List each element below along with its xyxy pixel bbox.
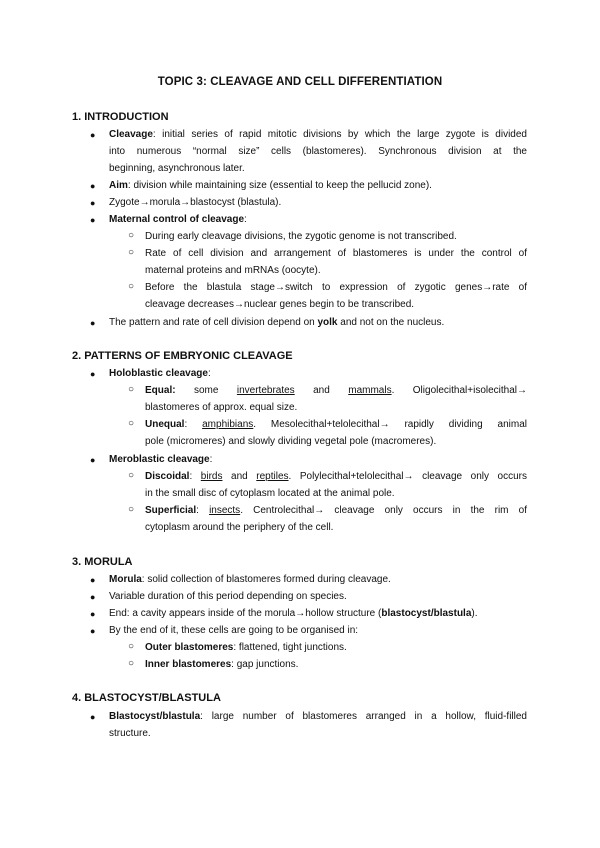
yolk-item: The pattern and rate of cell division depend on yolk and not on the nucleus.	[109, 317, 445, 328]
outer-blastomeres-item: Outer blastomeres: flattened, tight junctions.	[145, 642, 347, 653]
unequal-line-2: pole (micromeres) and slowly dividing vegetal pole (macromeres).	[145, 436, 437, 447]
cleavage-def-line-2: into numerous “normal size” cells (blastomeres). Synchronous division at the	[109, 146, 527, 157]
sub-bullet-icon: ○	[128, 418, 135, 429]
equal-line-2: blastomeres of approx. equal size.	[145, 402, 298, 413]
maternal-sub-1: During early cleavage divisions, the zygotic genome is not transcribed.	[145, 231, 457, 242]
superficial-line-1: Superficial: insects. Centrolecithal→ cleavage only occurs in the rim of	[145, 505, 527, 516]
superficial-line-2: cytoplasm around the periphery of the cell.	[145, 522, 334, 533]
zygote-item: Zygote→morula→blastocyst (blastula).	[109, 197, 282, 208]
bullet-icon: ●	[90, 712, 96, 722]
section-1-heading: 1. INTRODUCTION	[72, 111, 169, 123]
section-3-heading: 3. MORULA	[72, 556, 133, 568]
sub-bullet-icon: ○	[128, 247, 135, 258]
bullet-icon: ●	[90, 369, 96, 379]
holoblastic-item: Holoblastic cleavage:	[109, 368, 211, 379]
bullet-icon: ●	[90, 198, 96, 208]
bullet-icon: ●	[90, 181, 96, 191]
bullet-icon: ●	[90, 592, 96, 602]
sub-bullet-icon: ○	[128, 641, 135, 652]
aim-item: Aim: division while maintaining size (essential to keep the pellucid zone).	[109, 180, 432, 191]
section-4-heading: 4. BLASTOCYST/BLASTULA	[72, 692, 221, 704]
maternal-sub-2-line-2: maternal proteins and mRNAs (oocyte).	[145, 265, 321, 276]
cleavage-def-line-3: beginning, asynchronous later.	[109, 163, 245, 174]
sub-bullet-icon: ○	[128, 504, 135, 515]
blastocyst-line-1: Blastocyst/blastula: large number of blastomeres arranged in a hollow, fluid-filled	[109, 711, 527, 722]
discoidal-line-1: Discoidal: birds and reptiles. Polylecithal+telolecithal→ cleavage only occurs	[145, 471, 528, 482]
morula-item: Morula: solid collection of blastomeres formed during cleavage.	[109, 574, 391, 585]
discoidal-line-2: in the small disc of cytoplasm located at the animal pole.	[145, 488, 395, 499]
page-title: TOPIC 3: CLEAVAGE AND CELL DIFFERENTIATION	[157, 76, 443, 88]
sub-bullet-icon: ○	[128, 230, 135, 241]
inner-blastomeres-item: Inner blastomeres: gap junctions.	[145, 659, 299, 670]
bullet-icon: ●	[90, 130, 96, 140]
maternal-sub-2-line-1: Rate of cell division and arrangement of blastomeres is under the control of	[145, 248, 527, 259]
bullet-icon: ●	[90, 455, 96, 465]
maternal-control-item: Maternal control of cleavage:	[109, 214, 247, 225]
unequal-line-1: Unequal: amphibians. Mesolecithal+telolecithal→ rapidly dividing animal	[145, 419, 528, 430]
blastocyst-line-2: structure.	[109, 728, 151, 739]
maternal-sub-3-line-1: Before the blastula stage→switch to expression of zygotic genes→rate of	[145, 282, 527, 293]
bullet-icon: ●	[90, 575, 96, 585]
maternal-sub-3-line-2: cleavage decreases→nuclear genes begin to be transcribed.	[145, 299, 415, 310]
bullet-icon: ●	[90, 318, 96, 328]
section-2-heading: 2. PATTERNS OF EMBRYONIC CLEAVAGE	[72, 350, 293, 362]
end-item: End: a cavity appears inside of the morula→hollow structure (blastocyst/blastula).	[109, 608, 478, 619]
sub-bullet-icon: ○	[128, 470, 135, 481]
sub-bullet-icon: ○	[128, 281, 135, 292]
variable-item: Variable duration of this period depending on species.	[109, 591, 347, 602]
bullet-icon: ●	[90, 609, 96, 619]
sub-bullet-icon: ○	[128, 384, 135, 395]
bullet-icon: ●	[90, 215, 96, 225]
equal-line-1: Equal: some invertebrates and mammals. Oligolecithal+isolecithal→	[145, 385, 528, 396]
meroblastic-item: Meroblastic cleavage:	[109, 454, 213, 465]
bullet-icon: ●	[90, 626, 96, 636]
sub-bullet-icon: ○	[128, 658, 135, 669]
cleavage-def-line-1: Cleavage: initial series of rapid mitotic divisions by which the large zygote is divided	[109, 129, 527, 140]
byend-item: By the end of it, these cells are going to be organised in:	[109, 625, 359, 636]
